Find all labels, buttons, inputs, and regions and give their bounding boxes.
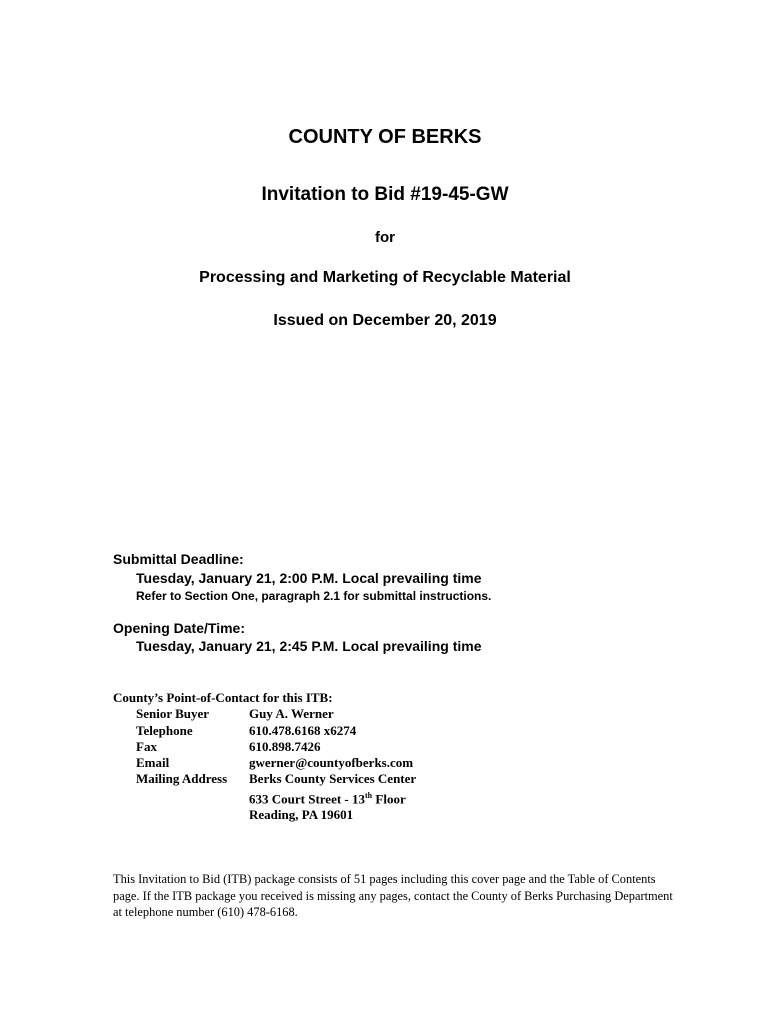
mailing-address-label: Mailing Address xyxy=(136,771,228,787)
contact-title: County’s Point-of-Contact for this ITB: xyxy=(113,690,333,705)
email-value[interactable]: gwerner@countyofberks.com xyxy=(249,755,414,771)
contact-row-telephone xyxy=(113,723,416,739)
senior-buyer-value: Guy A. Werner xyxy=(249,706,334,722)
telephone-value: 610.478.6168 x6274 xyxy=(249,722,357,738)
contact-row-address-2 xyxy=(113,788,416,808)
package-note: This Invitation to Bid (ITB) package consists of 51 pages including this cover page and the Table of Contents page. If the ITB package you received is missing any pages, contact the County of Berks Purchasing Department at telephone number (610) 478-6168. xyxy=(113,872,673,919)
fax-label: Fax xyxy=(136,738,157,754)
contact-row-buyer xyxy=(113,706,416,722)
contact-row-mailing xyxy=(113,771,416,787)
for-label: for xyxy=(375,229,395,246)
bid-subject: Processing and Marketing of Recyclable Material xyxy=(199,269,571,286)
senior-buyer-label: Senior Buyer xyxy=(136,706,210,722)
opening-label: Opening Date/Time: xyxy=(113,620,245,636)
email-label: Email xyxy=(136,755,170,771)
issue-date: Issued on December 20, 2019 xyxy=(273,312,497,329)
contact-row-email xyxy=(113,755,416,771)
fax-value: 610.898.7426 xyxy=(249,738,321,754)
submittal-deadline-label: Submittal Deadline: xyxy=(113,551,244,567)
opening-date: Tuesday, January 21, 2:45 P.M. Local prevailing time xyxy=(136,638,482,654)
contact-row-address-3 xyxy=(113,807,416,823)
point-of-contact xyxy=(113,690,416,824)
address-line-1: Berks County Services Center xyxy=(249,771,417,787)
telephone-label: Telephone xyxy=(136,722,193,738)
submittal-reference: Refer to Section One, paragraph 2.1 for submittal instructions. xyxy=(136,589,492,603)
county-title: COUNTY OF BERKS xyxy=(288,126,482,148)
address-line-3: Reading, PA 19601 xyxy=(249,807,354,823)
itb-title: Invitation to Bid #19-45-GW xyxy=(261,184,509,205)
submittal-deadline-date: Tuesday, January 21, 2:00 P.M. Local prevailing time xyxy=(136,570,482,586)
contact-row-fax xyxy=(113,739,416,755)
address-line-2: 633 Court Street - 13th Floor xyxy=(249,790,406,807)
